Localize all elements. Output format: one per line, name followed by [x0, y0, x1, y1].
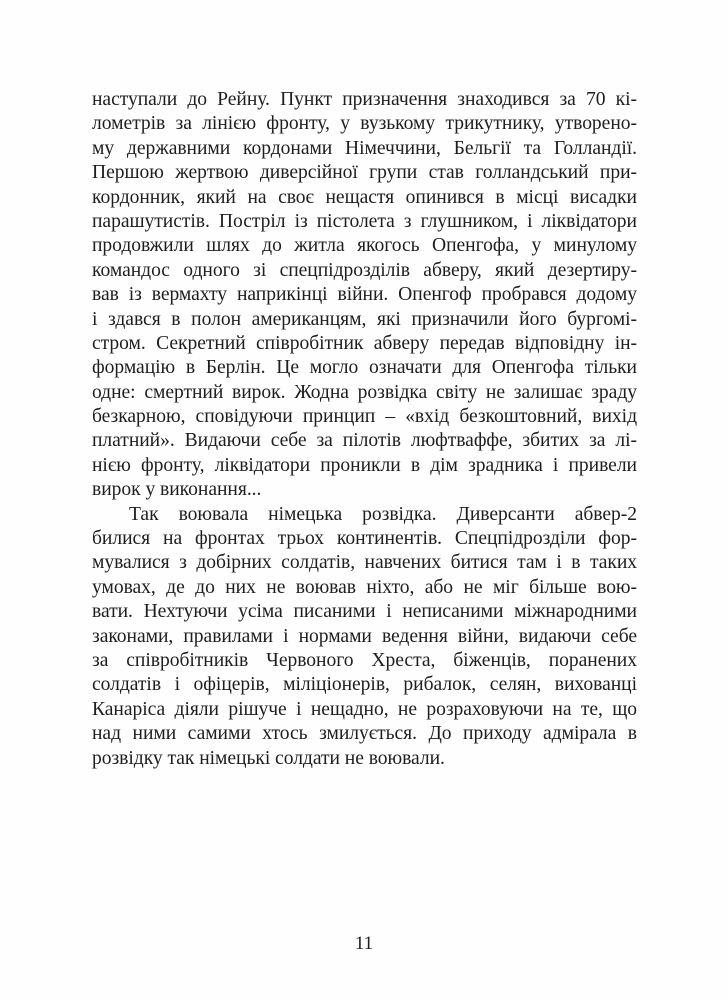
text-line: стром. Секретний співробітник абверу передав відповідну ін- [92, 332, 637, 354]
text-line: билися на фронтах трьох континентів. Спецпідрозділи фор- [92, 528, 637, 550]
text-line: парашутистів. Постріл із пістолета з глушником, і ліквідатори [92, 210, 637, 232]
text-line: Так воювала німецька розвідка. Диверсанти абвер-2 [129, 503, 637, 525]
text-line: Канаріса діяли рішуче і нещадно, не розраховуючи на те, що [92, 698, 637, 720]
text-line: і здався в полон американцям, які призначили його бургомі- [92, 308, 637, 330]
text-line: нією фронту, ліквідатори проникли в дім зрадника і привели [92, 454, 637, 476]
text-line: законами, правилами і нормами ведення війни, видаючи себе [92, 625, 637, 647]
text-line: платний». Видаючи себе за пілотів люфтваффе, збитих за лі- [92, 430, 637, 452]
text-line: командос одного зі спецпідрозділів абверу, який дезертиру- [92, 259, 637, 281]
text-line: формацію в Берлін. Це могло означати для Опенгофа тільки [92, 357, 637, 379]
page-number: 11 [354, 933, 374, 954]
text-line: вирок у виконання... [92, 479, 262, 501]
text-line: безкарною, сповідуючи принцип – «вхід безкоштовний, вихід [92, 406, 637, 428]
text-line: умовах, де до них не воював ніхто, або не міг більше вою- [92, 576, 637, 598]
text-line: вати. Нехтуючи усіма писаними і неписаними міжнародними [92, 601, 637, 623]
text-line: розвідку так німецькі солдати не воювали. [92, 747, 445, 769]
text-line: му державними кордонами Німеччини, Бельгії та Голландії. [92, 137, 637, 159]
text-line: Першою жертвою диверсійної групи став голландський при- [92, 162, 637, 184]
document-page [92, 88, 637, 771]
paragraph-2 [92, 503, 637, 771]
text-line: за співробітників Червоного Хреста, біженців, поранених [92, 649, 637, 671]
text-line: солдатів і офіцерів, міліціонерів, рибалок, селян, вихованці [92, 674, 637, 696]
text-line: наступали до Рейну. Пункт призначення знаходився за 70 кі- [92, 89, 637, 110]
text-line: мувалися з добірних солдатів, навчених битися там і в таких [92, 552, 637, 574]
text-line: одне: смертний вирок. Жодна розвідка світу не залишає зраду [92, 381, 637, 403]
text-line: вав із вермахту наприкінці війни. Опенгоф пробрався додому [92, 284, 637, 306]
text-line: над ними самими хтось змилується. До приходу адмірала в [92, 723, 637, 745]
text-line: лометрів за лінією фронту, у вузькому трикутнику, утворено- [92, 113, 637, 135]
text-line: кордонник, який на своє нещастя опинився в місці висадки [92, 186, 637, 208]
text-line: продовжили шлях до житла якогось Опенгофа, у минулому [92, 235, 637, 257]
paragraph-1 [92, 88, 637, 503]
